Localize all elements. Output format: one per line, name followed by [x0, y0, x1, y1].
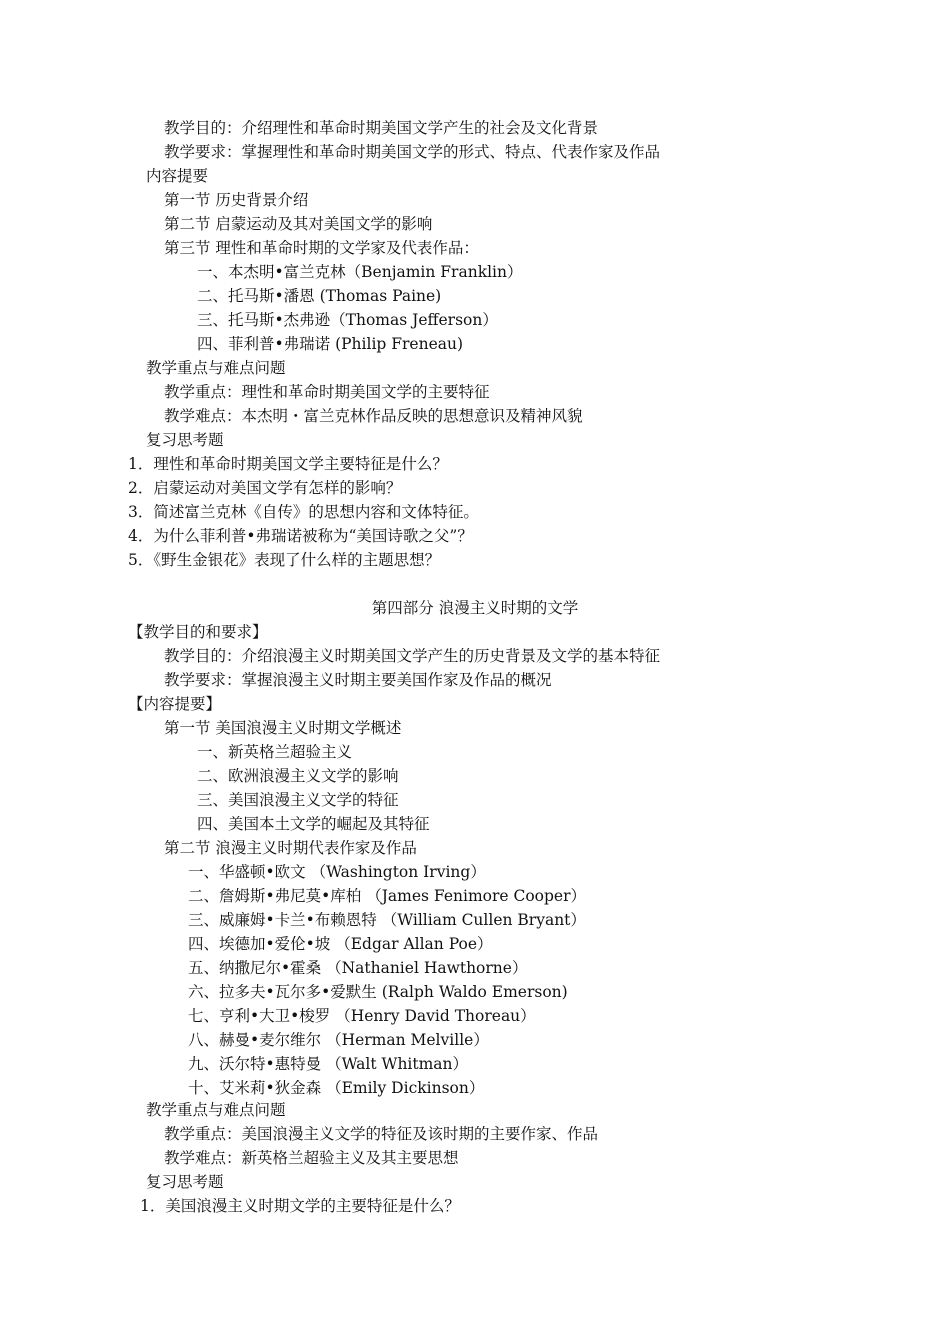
review-question: 4．为什么菲利普•弗瑞诺被称为“美国诗歌之父”？ [128, 527, 473, 545]
author-item: 四、埃德加•爱伦•坡 （Edgar Allan Poe） [188, 935, 493, 953]
teaching-difficulty: 教学难点：新英格兰超验主义及其主要思想 [164, 1149, 459, 1167]
teaching-focus: 教学重点：理性和革命时期美国文学的主要特征 [164, 383, 490, 401]
author-item: 十、艾米莉•狄金森 （Emily Dickinson） [188, 1079, 485, 1097]
part-title: 第四部分 浪漫主义时期的文学 [371, 599, 579, 617]
teaching-goal: 教学目的：介绍浪漫主义时期美国文学产生的历史背景及文学的基本特征 [164, 647, 661, 665]
aims-heading: 【教学目的和要求】 [128, 623, 268, 641]
overview-item: 二、欧洲浪漫主义文学的影响 [197, 767, 399, 785]
content-summary-heading: 内容提要 [146, 167, 209, 185]
teaching-difficulty: 教学难点：本杰明・富兰克林作品反映的思想意识及精神风貌 [164, 407, 583, 425]
overview-item: 三、美国浪漫主义文学的特征 [197, 791, 399, 809]
author-item: 三、托马斯•杰弗逊（Thomas Jefferson） [197, 311, 498, 329]
teaching-focus: 教学重点：美国浪漫主义文学的特征及该时期的主要作家、作品 [164, 1125, 599, 1143]
overview-item: 四、美国本土文学的崛起及其特征 [197, 815, 430, 833]
teaching-goal: 教学目的：介绍理性和革命时期美国文学产生的社会及文化背景 [164, 119, 599, 137]
review-questions-heading: 复习思考题 [146, 1173, 224, 1191]
author-item: 七、亨利•大卫•梭罗 （Henry David Thoreau） [188, 1007, 536, 1025]
review-question: 1．理性和革命时期美国文学主要特征是什么？ [128, 455, 448, 473]
section-heading: 第二节 启蒙运动及其对美国文学的影响 [164, 215, 433, 233]
section-heading: 第一节 历史背景介绍 [164, 191, 309, 209]
overview-item: 一、新英格兰超验主义 [197, 743, 353, 761]
author-item: 九、沃尔特•惠特曼 （Walt Whitman） [188, 1055, 469, 1073]
section-heading: 第二节 浪漫主义时期代表作家及作品 [164, 839, 417, 857]
author-item: 四、菲利普•弗瑞诺 (Philip Freneau) [197, 335, 464, 353]
author-item: 二、詹姆斯•弗尼莫•库柏 （James Fenimore Cooper） [188, 887, 587, 905]
focus-difficulty-heading: 教学重点与难点问题 [146, 359, 286, 377]
author-item: 一、本杰明•富兰克林（Benjamin Franklin） [197, 263, 523, 281]
teaching-requirement: 教学要求：掌握理性和革命时期美国文学的形式、特点、代表作家及作品 [164, 143, 661, 161]
content-summary-heading: 【内容提要】 [128, 695, 222, 713]
author-item: 二、托马斯•潘恩 (Thomas Paine) [197, 287, 442, 305]
section-heading: 第一节 美国浪漫主义时期文学概述 [164, 719, 402, 737]
author-item: 一、华盛顿•欧文 （Washington Irving） [188, 863, 486, 881]
review-question: 2．启蒙运动对美国文学有怎样的影响？ [128, 479, 402, 497]
review-questions-heading: 复习思考题 [146, 431, 224, 449]
author-item: 六、拉多夫•瓦尔多•爱默生 (Ralph Waldo Emerson) [188, 983, 568, 1001]
review-question: 3．简述富兰克林《自传》的思想内容和文体特征。 [128, 503, 479, 521]
review-question: 1．美国浪漫主义时期文学的主要特征是什么？ [140, 1197, 460, 1215]
author-item: 三、威廉姆•卡兰•布赖恩特 （William Cullen Bryant） [188, 911, 586, 929]
focus-difficulty-heading: 教学重点与难点问题 [146, 1101, 286, 1119]
teaching-requirement: 教学要求：掌握浪漫主义时期主要美国作家及作品的概况 [164, 671, 552, 689]
author-item: 五、纳撒尼尔•霍桑 （Nathaniel Hawthorne） [188, 959, 528, 977]
review-question: 5．《野生金银花》表现了什么样的主题思想？ [128, 551, 441, 569]
author-item: 八、赫曼•麦尔维尔 （Herman Melville） [188, 1031, 489, 1049]
section-heading: 第三节 理性和革命时期的文学家及代表作品： [164, 239, 479, 257]
